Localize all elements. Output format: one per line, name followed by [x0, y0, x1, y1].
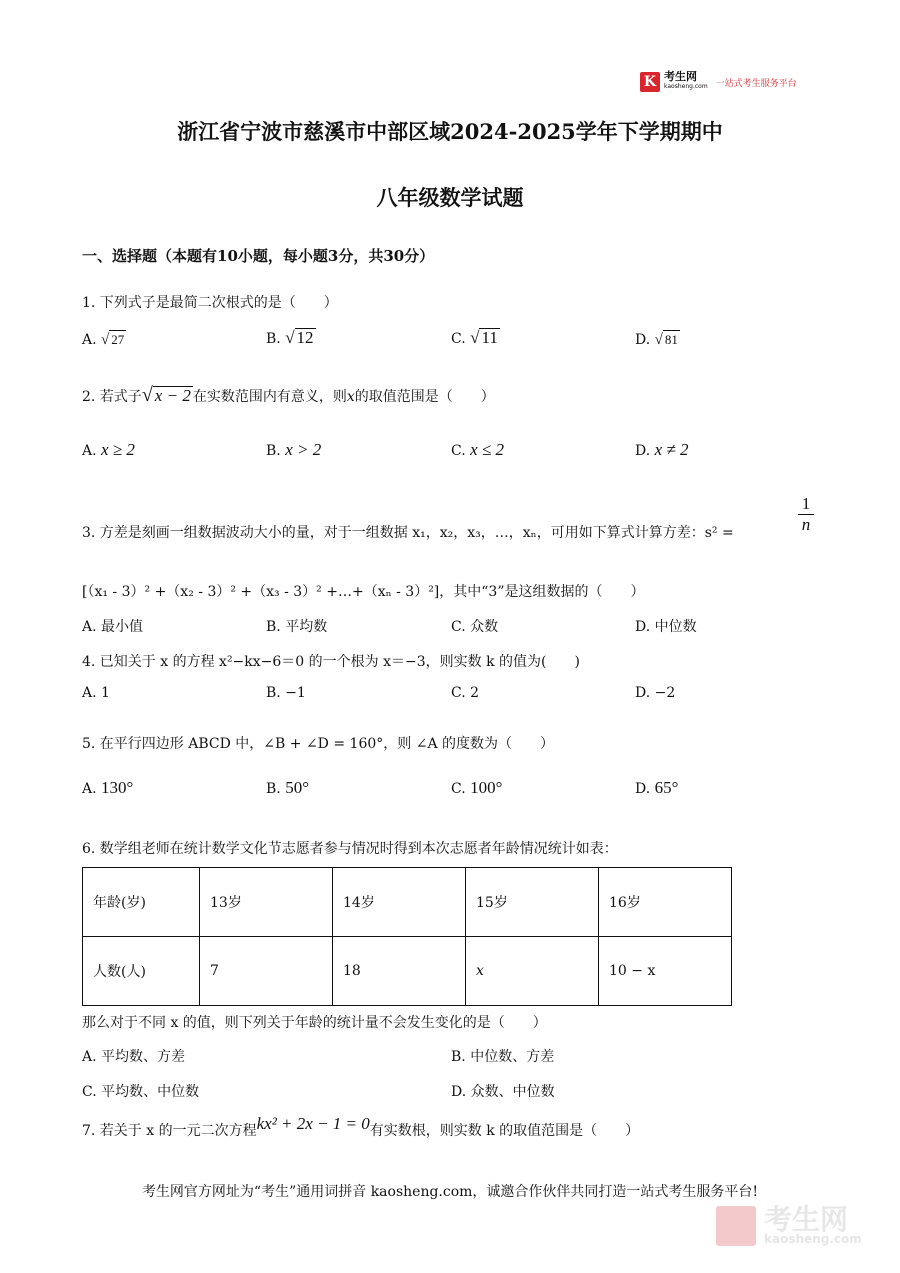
question-7-stem: 7. 若关于 x 的一元二次方程kx² + 2x − 1 = 0有实数根，则实数 k 的取值范围是（ ） — [82, 1114, 640, 1139]
brand-slogan: 一站式考生服务平台 — [715, 78, 797, 89]
page-subtitle: 八年级数学试题 — [376, 185, 524, 210]
q5-option-b: B. 50° — [266, 778, 310, 797]
q2-option-c: C. x ≤ 2 — [451, 440, 505, 459]
question-6-followup: 那么对于不同 x 的值，则下列关于年龄的统计量不会发生变化的是（ ） — [82, 1015, 547, 1031]
age-statistics-table — [82, 867, 732, 1006]
table-cell: 年龄(岁) — [83, 868, 200, 937]
table-cell: 13岁 — [200, 868, 333, 937]
table-row — [83, 937, 732, 1006]
q6-option-c: C. 平均数、中位数 — [82, 1084, 200, 1100]
question-6-stem: 6. 数学组老师在统计数学文化节志愿者参与情况时得到本次志愿者年龄情况统计如表： — [82, 841, 618, 857]
q2-option-d: D. x ≠ 2 — [635, 440, 689, 459]
q3-option-a: A. 最小值 — [82, 619, 144, 635]
header-logo — [640, 72, 797, 92]
q1-option-d: D. √ 81 — [635, 332, 678, 348]
brand-name: 考生网 — [664, 70, 697, 83]
q4-option-d: D. −2 — [635, 685, 676, 701]
table-row — [83, 868, 732, 937]
q6-option-b: B. 中位数、方差 — [451, 1049, 555, 1065]
footer-note: 考生网官方网址为“考生”通用词拼音 kaosheng.com，诚邀合作伙伴共同打造一站式考生服务平台! — [141, 1184, 759, 1200]
question-3-formula: [（x₁ - 3）² +（x₂ - 3）² +（x₃ - 3）² +…+（xₙ - 3）²]，其中“3”是这组数据的（ ） — [82, 584, 645, 600]
q2-option-a: A. x ≥ 2 — [82, 440, 135, 459]
table-cell: 10 − x — [599, 937, 732, 1006]
question-4-stem: 4. 已知关于 x 的方程 x²−kx−6＝0 的一个根为 x＝−3，则实数 k 的值为( ) — [82, 654, 580, 670]
q1-option-c: C. √ 11 — [451, 328, 498, 347]
section-heading: 一、选择题（本题有10小题，每小题3分，共30分） — [82, 247, 435, 265]
q3-option-b: B. 平均数 — [266, 619, 328, 635]
q3-fraction — [798, 494, 814, 535]
table-cell: 人数(人) — [83, 937, 200, 1006]
question-5-stem: 5. 在平行四边形 ABCD 中，∠B + ∠D = 160°，则 ∠A 的度数为（ ） — [82, 736, 554, 752]
table-cell: x — [466, 937, 599, 1006]
watermark-brand: 考生网 — [764, 1203, 849, 1236]
q4-option-c: C. 2 — [451, 685, 480, 701]
brand-url: kaosheng.com — [664, 83, 708, 90]
table-cell: 14岁 — [333, 868, 466, 937]
table-cell: 15岁 — [466, 868, 599, 937]
q2-option-b: B. x > 2 — [266, 440, 322, 459]
watermark-url: kaosheng.com — [764, 1232, 862, 1246]
table-cell: 16岁 — [599, 868, 732, 937]
watermark-logo-icon — [716, 1206, 756, 1246]
q1-option-a: A. √ 27 — [82, 332, 125, 348]
q5-option-a: A. 130° — [82, 778, 134, 797]
q1-option-b: B. √ 12 — [266, 328, 314, 347]
q5-option-d: D. 65° — [635, 778, 679, 797]
q3-option-d: D. 中位数 — [635, 619, 697, 635]
q3-option-c: C. 众数 — [451, 619, 499, 635]
q3-frac-num: 1 — [801, 494, 811, 513]
page-title: 浙江省宁波市慈溪市中部区域2024-2025学年下学期期中 — [177, 119, 723, 144]
q4-option-a: A. 1 — [82, 685, 110, 701]
table-cell: 18 — [333, 937, 466, 1006]
q4-option-b: B. −1 — [266, 685, 306, 701]
question-1-stem: 1. 下列式子是最简二次根式的是（ ） — [82, 295, 338, 311]
q6-option-a: A. 平均数、方差 — [82, 1049, 186, 1065]
question-3-stem: 3. 方差是刻画一组数据波动大小的量，对于一组数据 x₁，x₂，x₃，…，xₙ，可用如下算式计算方差：s² = — [82, 525, 734, 541]
q6-option-d: D. 众数、中位数 — [451, 1084, 555, 1100]
q3-frac-den: n — [798, 514, 814, 535]
table-cell: 7 — [200, 937, 333, 1006]
watermark — [716, 1203, 862, 1246]
question-2-stem: 2. 若式子√ x − 2 在实数范围内有意义，则x的取值范围是（ ） — [82, 384, 495, 406]
brand-logo-icon: K — [640, 72, 660, 92]
q5-option-c: C. 100° — [451, 778, 503, 797]
